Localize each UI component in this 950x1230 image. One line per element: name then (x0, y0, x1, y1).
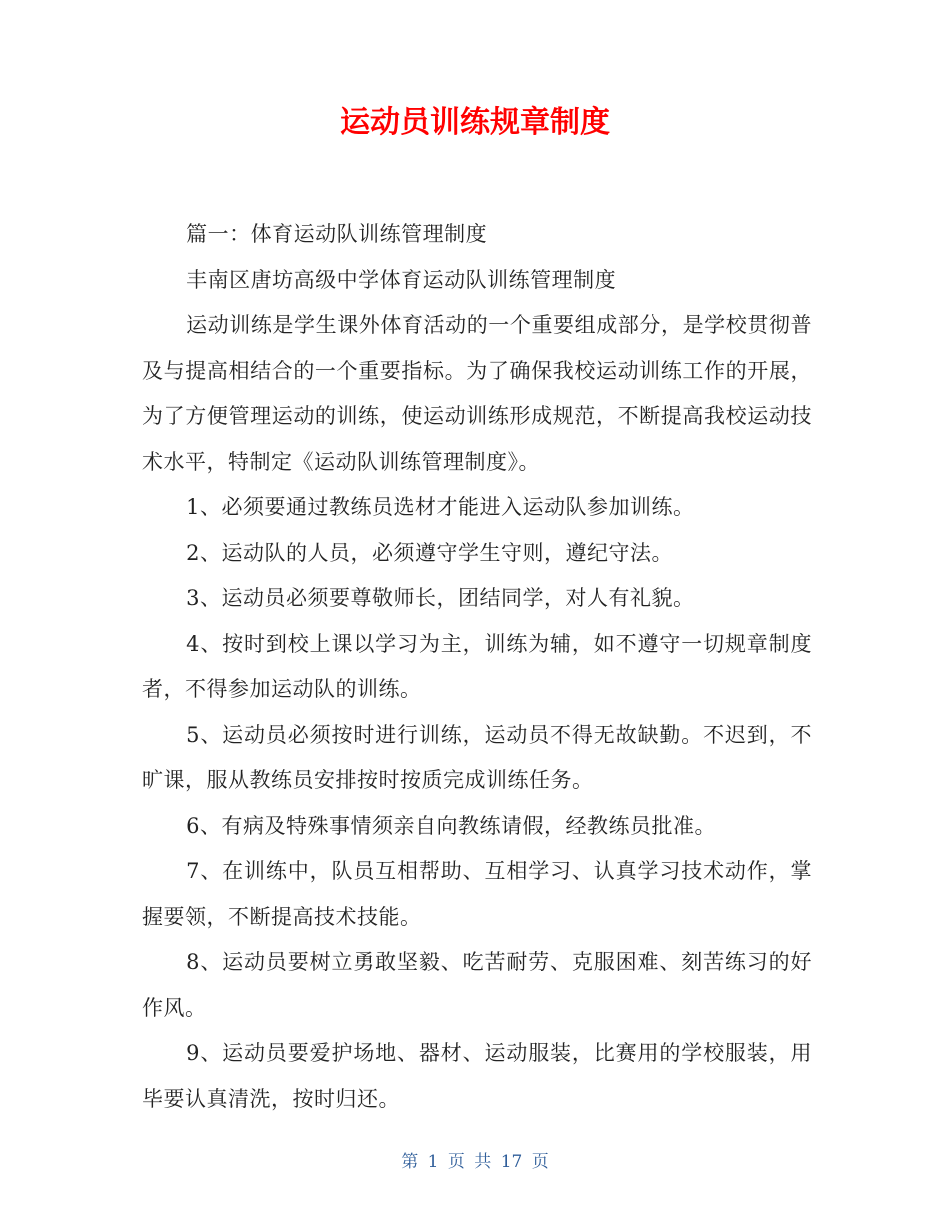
document-body (142, 212, 812, 1122)
rule-item-4: 4、按时到校上课以学习为主，训练为辅，如不遵守一切规章制度者，不得参加运动队的训练。 (142, 631, 812, 701)
rule-item-6: 6、有病及特殊事情须亲自向教练请假，经教练员批准。 (186, 813, 716, 838)
section-heading: 篇一：体育运动队训练管理制度 (186, 222, 488, 246)
rule-item-1: 1、必须要通过教练员选材才能进入运动队参加训练。 (186, 495, 695, 519)
rule-item-5: 5、运动员必须按时进行训练，运动员不得无故缺勤。不迟到，不旷课，服从教练员安排按时按质完成训练任务。 (142, 722, 812, 792)
rule-item-9: 9、运动员要爱护场地、器材、运动服装，比赛用的学校服装，用毕要认真清洗，按时归还。 (142, 1041, 812, 1111)
document-title: 运动员训练规章制度 (340, 105, 610, 140)
page-number-footer: 第 1 页 共 17 页 (401, 1152, 549, 1172)
rule-item-2: 2、运动队的人员，必须遵守学生守则，遵纪守法。 (186, 540, 673, 565)
subsection-heading: 丰南区唐坊高级中学体育运动队训练管理制度 (186, 267, 617, 292)
rule-item-7: 7、在训练中，队员互相帮助、互相学习、认真学习技术动作，掌握要领，不断提高技术技能。 (142, 859, 812, 929)
rule-item-3: 3、运动员必须要尊敬师长，团结同学，对人有礼貌。 (186, 586, 695, 610)
rule-item-8: 8、运动员要树立勇敢坚毅、吃苦耐劳、克服困难、刻苦练习的好作风。 (142, 950, 812, 1020)
intro-paragraph: 运动训练是学生课外体育活动的一个重要组成部分，是学校贯彻普及与提高相结合的一个重要指标。为了确保我校运动训练工作的开展，为了方便管理运动的训练，使运动训练形成规范，不断提高我校运动技术水平，特制定《运动队训练管理制度》。 (142, 313, 812, 474)
